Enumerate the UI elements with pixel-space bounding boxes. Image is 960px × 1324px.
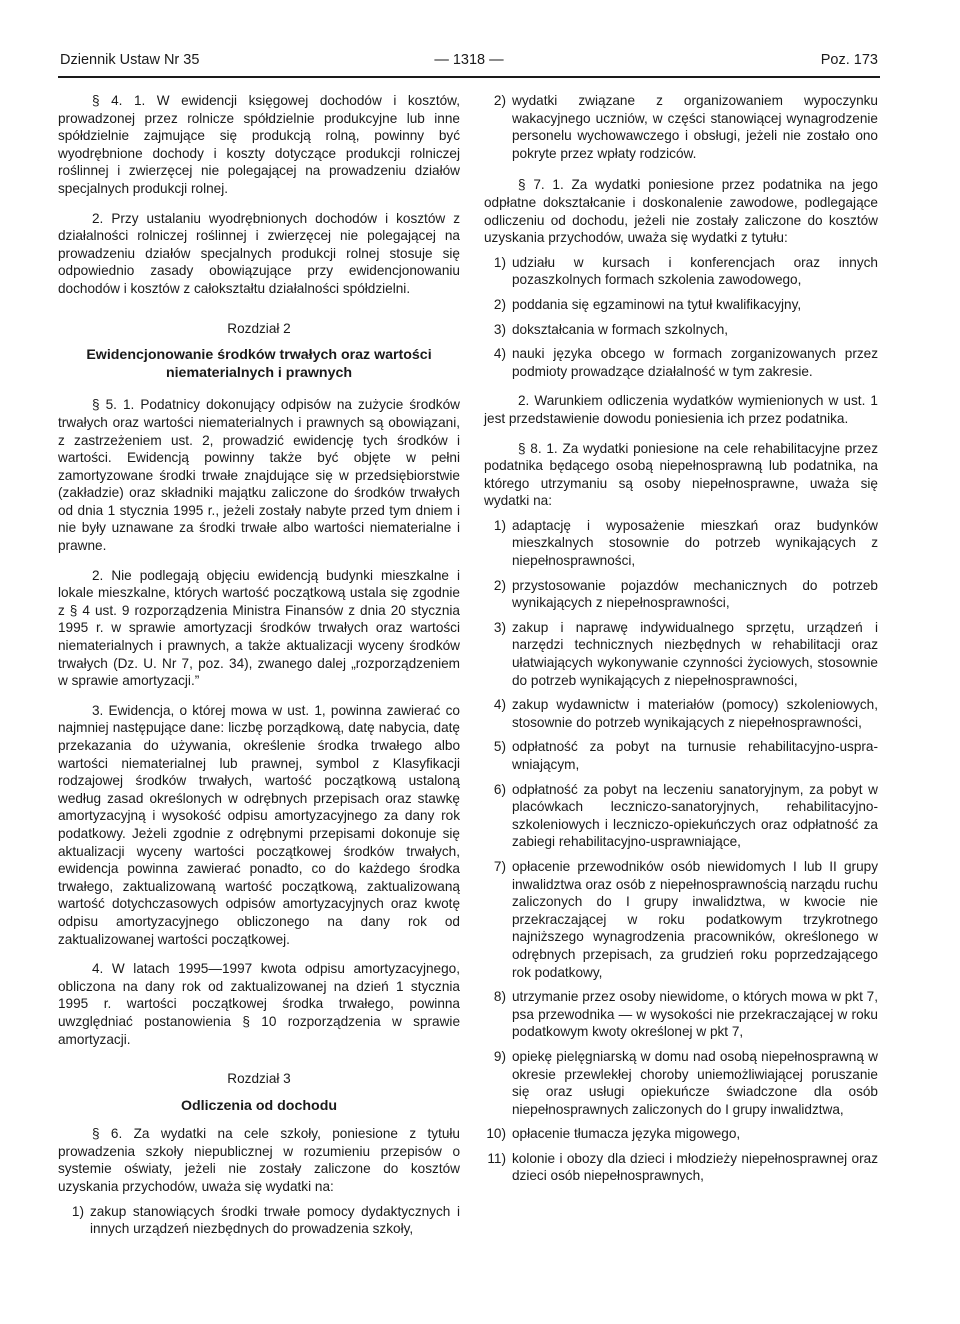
list-item — [484, 254, 878, 289]
list-item — [484, 1125, 878, 1143]
paragraph-s5-1: § 5. 1. Podatnicy dokonujący odpisów na zużycie środków trwałych oraz wartości niematerialnych i prawnych są obowiązani, z zastrzeżeniem ust. 2, prowadzić ewidencję tych środków i wartości. Ewidencją powinny także być objęte w pełni zamortyzowane środki trwałe znajdujące się w przedsiębiorstwie (zakładzie) oraz składniki majątku zaliczone do środków trwałych od dnia 1 stycznia 1995 r., jeżeli zostały nabyte przed tym dniem i nie były uznawane za środki trwałe albo wartości niematerialne i prawne. — [58, 397, 460, 554]
list-item-text: udziału w kursach i konferencjach oraz innych pozaszkolnych formach szkolenia zawodowego, — [512, 254, 878, 288]
list-item-number: 7) — [493, 858, 506, 874]
paragraph-s8-1: § 8. 1. Za wydatki poniesione na cele rehabilitacyjne przez podatnika będącego osobą niepełnosprawną lub podatnika, na którego utrzymaniu są osoby niepełnosprawne, uważa się wydatki na: — [484, 440, 878, 509]
list-item-number: 2) — [493, 93, 506, 108]
list-item-number: 3) — [493, 619, 506, 635]
list-item-text: kolonie i obozy dla dzieci i młodzieży niepełnosprawnej oraz dzieci osób niepełnosprawnych, — [512, 1150, 878, 1184]
chapter-3-title: Odliczenia od dochodu — [180, 1097, 338, 1114]
list-item-text: nauki języka obcego w formach zorganizowanych przez podmioty prowadzące działalność w tym zakresie. — [512, 346, 878, 379]
list-item — [58, 1203, 460, 1238]
paragraph-s5-3: 3. Ewidencja, o której mowa w ust. 1, powinna zawierać co najmniej następujące dane: liczbę porządkową, datę nabycia, datę przekazania do używania, określenie środka trwałego albo wartości niematerialnej lub prawnej, symbol z Klasyfikacji rodzajowej środków trwałych, wartość początkową ustaloną według zasad określonych w odrębnych przepisach oraz stawkę amortyzacyjną i wysokość odpisu amortyzacyjnego za dany rok podatkowy. Jeżeli zgodnie z odrębnymi przepisami dokonuje się aktualizacji wyceny wartości początkowej środków trwałych, ewidencja powinna zawierać ponadto, co do każdego środka trwałego, zaktualizowaną wartość początkową, zaktualizowaną wartość dotychczasowych odpisów amortyzacyjnych oraz kwotę odpisu amortyzacyjnego obliczonego na dany rok od zaktualizowanej wartości początkowej. — [58, 702, 460, 947]
list-item-number: 1) — [493, 517, 506, 533]
list-item-number: 11) — [487, 1150, 506, 1166]
right-column — [484, 92, 878, 1185]
paragraph-s4-1: § 4. 1. W ewidencji księgowej dochodów i kosztów, prowadzonej przez rolnicze spółdzielnie produkcyjne lub inne spółdzielnie zajmujące się produkcją rolną, powinny być wyodrębnione dochody i koszty dotyczące produkcji rolniczej roślinnej i zwierzęcej nie polegającej na prowadzeniu działów specjalnych produkcji rolnej. — [58, 93, 460, 196]
paragraph-s5-4: 4. W latach 1995—1997 kwota odpisu amortyzacyjnego, obliczona na dany rok od zaktualizowanej na dzień 1 stycznia 1995 r. wartości początkowej środka trwałego, powinna uwzględniać postanowienia § 10 rozporządzenia w sprawie amortyzacji. — [58, 961, 460, 1047]
list-item-number: 4) — [493, 346, 506, 362]
list-item-number: 5) — [493, 739, 506, 755]
list-item-text: dokształcania w formach szkolnych, — [512, 321, 729, 337]
paragraph-s7-1: § 7. 1. Za wydatki poniesione przez podatnika na jego odpłatne dokształcanie i doskonalenie zawodowe, podlegające odliczeniu od dochodu, jeżeli nie zostały zaliczone do kosztów uzyskania przychodów, uważa się wydatki z tytułu: — [484, 177, 878, 246]
chapter-3-label: Rozdział 3 — [227, 1071, 291, 1087]
list-item — [484, 696, 878, 731]
list-item — [484, 321, 878, 339]
list-item — [484, 1048, 878, 1118]
list-item-number: 4) — [493, 697, 506, 713]
chapter-2-title: Ewidencjonowanie środków trwałych oraz wartości niematerialnych i prawnych — [86, 347, 432, 381]
list-item-number: 2) — [493, 577, 506, 593]
header-rule — [58, 76, 880, 78]
list-item — [484, 619, 878, 689]
list-item-number: 10) — [486, 1126, 506, 1142]
list-item — [484, 781, 878, 851]
position-number: Poz. 173 — [820, 52, 878, 68]
list-item-text: wydatki związane z organizowaniem wypoczynku wakacyjnego uczniów, w części stanowiącej wynagrodzenie personelu wychowawczego i obsługi, jeżeli nie zostało ono pokryte przez wpłaty rodziców. — [512, 93, 878, 161]
list-item-number: 2) — [493, 296, 506, 312]
paragraph-s7-2: 2. Warunkiem odliczenia wydatków wymienionych w ust. 1 jest przedstawienie dowodu poniesienia ich przez podatnika. — [484, 393, 878, 426]
list-item — [484, 517, 878, 570]
list-item-text: zakup i naprawę indywidualnego sprzętu, urządzeń i narzędzi technicznych niezbędnych w rehabilitacji oraz ułatwiających wykonywanie czynności życiowych, stosownie do potrzeb wynikających z niepełnosprawności, — [512, 619, 878, 688]
list-item-number: 1) — [71, 1203, 84, 1219]
list-item-number: 6) — [493, 781, 506, 797]
list-item — [484, 738, 878, 773]
list-item-text: przystosowanie pojazdów mechanicznych do potrzeb wynikających z niepełnosprawności, — [512, 577, 878, 611]
page-number: — 1318 — — [434, 52, 504, 68]
list-item-text: opłacenie przewodników osób niewidomych I lub II grupy inwalidztwa oraz osób z niepełnosprawnością narządu ruchu zaliczonych do I grupy inwalidztwa, w kwocie nie przekraczającej w roku podatkowym trzykrotnego najniższego wynagrodzenia pracowników, określonego w odrębnych przepisach, za grudzień roku poprzedzającego rok podatkowy, — [512, 858, 878, 980]
paragraph-s6: § 6. Za wydatki na cele szkoły, poniesione z tytułu prowadzenia szkoły niepublicznej w rozumieniu przepisów o systemie oświaty, jeżeli nie zostały zaliczone do kosztów uzyskania przychodów, uważa się wydatki na: — [58, 1126, 460, 1195]
list-item-number: 9) — [493, 1048, 506, 1064]
list-item-text: poddania się egzaminowi na tytuł kwalifikacyjny, — [512, 296, 802, 312]
list-item-text: opłacenie tłumacza języka migowego, — [512, 1126, 741, 1142]
left-column — [58, 92, 460, 1238]
chapter-2-label: Rozdział 2 — [227, 320, 291, 336]
list-item-text: opiekę pielęgniarską w domu nad osobą niepełnosprawną w okresie przewlekłej choroby uniemożliwiającej poruszanie się oraz usługi opiekuńcze świadczone dla osób niepełnosprawnych zaliczonych do I grupy inwalidztwa, — [512, 1048, 878, 1117]
list-item — [484, 1150, 878, 1185]
paragraph-s4-2: 2. Przy ustalaniu wyodrębnionych dochodów i kosztów z działalności rolniczej roślinnej i zwierzęcej nie polegającej na prowadzeniu działów specjalnych produkcji rolnej stosuje się odpowiednio zasady obowiązujące przy ewidencjonowaniu dochodów i kosztów z całokształtu działalności spółdzielni. — [58, 210, 460, 296]
list-item — [484, 577, 878, 612]
list-item — [484, 858, 878, 981]
list-item-number: 8) — [493, 989, 506, 1005]
list-item-number: 3) — [493, 321, 506, 337]
list-item-text: utrzymanie przez osoby niewidome, o których mowa w pkt 7, psa przewodnika — w wysokości nie przekraczającej w roku podatkowym kwoty określonej w pkt 7, — [512, 989, 878, 1040]
list-item — [484, 988, 878, 1041]
list-item-text: adaptację i wyposażenie mieszkań oraz budynków mieszkalnych stosownie do potrzeb wynikających z niepełnosprawności, — [512, 517, 878, 569]
list-item — [484, 92, 878, 162]
paragraph-s5-2: 2. Nie podlegają objęciu ewidencją budynki mieszkalne i lokale mieszkalne, których wartość początkową ustala się zgodnie z § 4 ust. 9 rozporządzenia Ministra Finansów z dnia 20 stycznia 1995 r. w sprawie amortyzacji środków trwałych oraz wartości niematerialnych i prawnych, a także aktualizacji wyceny środków trwałych (Dz. U. Nr 7, poz. 34), zwanego dalej „rozporządzeniem w sprawie amortyzacji.” — [58, 567, 460, 689]
journal-title: Dziennik Ustaw Nr 35 — [60, 52, 200, 68]
list-item — [484, 296, 878, 314]
list-item — [484, 345, 878, 380]
list-item-text: zakup stanowiących środki trwałe pomocy dydaktycznych i innych urządzeń niezbędnych do prowadzenia szkoły, — [90, 1203, 460, 1237]
page-header — [60, 52, 878, 74]
list-item-text: zakup wydawnictw i materiałów (pomocy) szkoleniowych, stosownie do potrzeb wynikających z niepełnosprawności, — [512, 697, 878, 730]
list-item-text: odpłatność za pobyt na turnusie rehabilitacyjno-uspra-wniającym, — [512, 739, 878, 772]
list-item-text: odpłatność za pobyt na leczeniu sanatoryjnym, za pobyt w placówkach leczniczo-sanatoryjnych, rehabilitacyjno-szkoleniowych i leczniczo-opiekuńczych oraz odpłatność za zabiegi rehabilitacyjno-usprawniające, — [512, 781, 878, 850]
list-item-number: 1) — [493, 254, 506, 270]
